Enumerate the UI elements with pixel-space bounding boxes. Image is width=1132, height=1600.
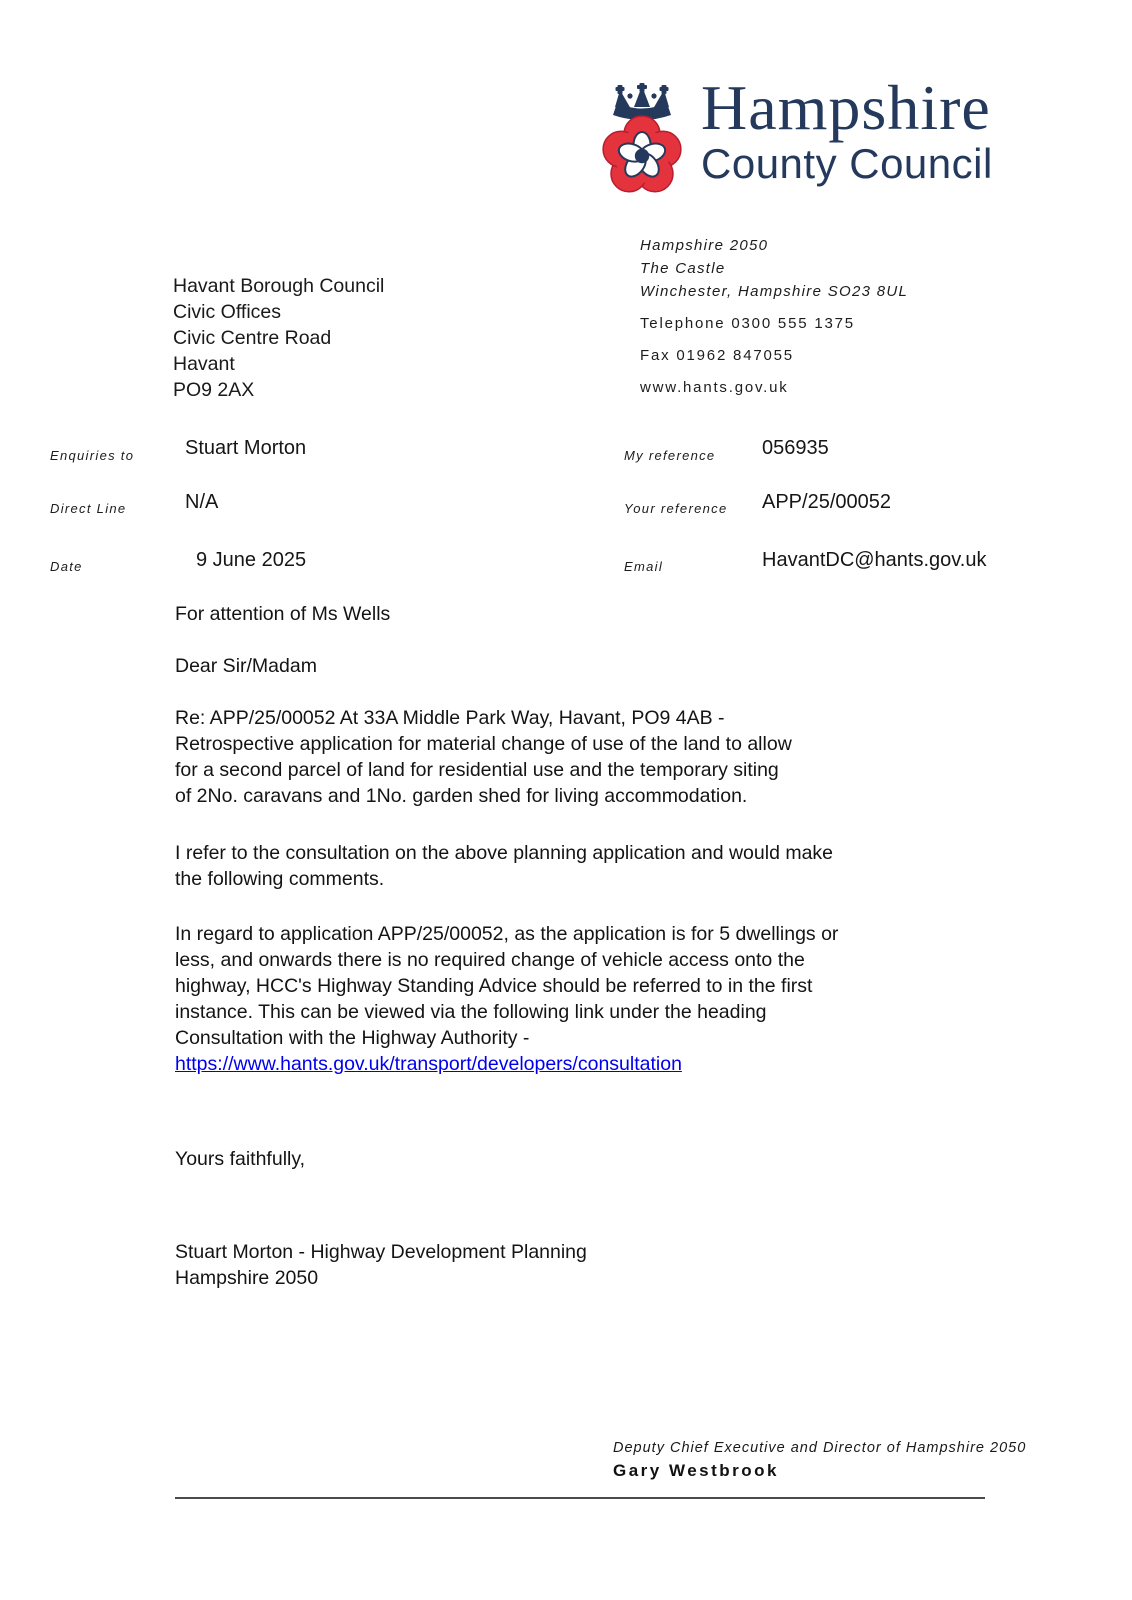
sender-telephone: Telephone 0300 555 1375 [640,315,855,332]
my-reference-label: My reference [624,448,716,463]
signature-name-role: Stuart Morton - Highway Development Planning [175,1241,587,1263]
enquiries-to-label: Enquiries to [50,448,135,463]
sender-address-line: The Castle [640,260,726,277]
footer-executive-title: Deputy Chief Executive and Director of Hampshire 2050 [613,1440,1027,1456]
email-value: HavantDC@hants.gov.uk [762,549,987,571]
re-paragraph: Re: APP/25/00052 At 33A Middle Park Way, Havant, PO9 4AB - Retrospective application for material change of use of the land to allow for a second parcel of land for residential use and the temporary siting of 2No. caravans and 1No. garden shed for living accommodation. [175,707,792,807]
council-crest-icon [601,83,683,199]
sender-address-line: Winchester, Hampshire SO23 8UL [640,283,909,300]
council-name-line1: Hampshire [701,72,991,143]
signature-department: Hampshire 2050 [175,1267,319,1289]
recipient-address-line: Havant [173,353,235,375]
recipient-address-line: Civic Offices [173,301,281,323]
email-label: Email [624,559,664,574]
paragraph-standing-advice: In regard to application APP/25/00052, as the application is for 5 dwellings or less, and onwards there is no required change of vehicle access onto the highway, HCC's Highway Standing Advice should be referred to in the first instance. This can be viewed via the following link under the heading Consultation with the Highway Authority - https://www.hants.gov.uk/transport/developers/consultation [175,923,839,1075]
sender-address-line: Hampshire 2050 [640,237,769,254]
my-reference-value: 056935 [762,437,829,459]
date-value: 9 June 2025 [196,549,307,571]
enquiries-to-value: Stuart Morton [185,437,307,459]
recipient-address-line: Civic Centre Road [173,327,332,349]
consultation-link[interactable]: https://www.hants.gov.uk/transport/developers/consultation [175,1053,682,1075]
council-wordmark [701,72,993,187]
council-name-line2: County Council [701,140,993,187]
footer-divider [175,1497,985,1499]
closing-line: Yours faithfully, [175,1148,306,1170]
salutation: Dear Sir/Madam [175,655,317,677]
recipient-address-line: Havant Borough Council [173,275,385,297]
footer-executive-name: Gary Westbrook [613,1461,780,1480]
sender-contact-block [640,234,908,399]
sender-website: www.hants.gov.uk [640,379,789,396]
recipient-address-block [173,273,384,403]
direct-line-value: N/A [185,491,219,513]
date-label: Date [50,559,83,574]
paragraph-consultation: I refer to the consultation on the above planning application and would make the following comments. [175,842,834,890]
signature-block [175,1239,587,1291]
attention-line: For attention of Ms Wells [175,603,391,625]
your-reference-label: Your reference [624,501,728,516]
your-reference-value: APP/25/00052 [762,491,891,513]
recipient-address-line: PO9 2AX [173,379,255,401]
sender-fax: Fax 01962 847055 [640,347,794,364]
direct-line-label: Direct Line [50,501,127,516]
crown-icon [613,83,671,120]
